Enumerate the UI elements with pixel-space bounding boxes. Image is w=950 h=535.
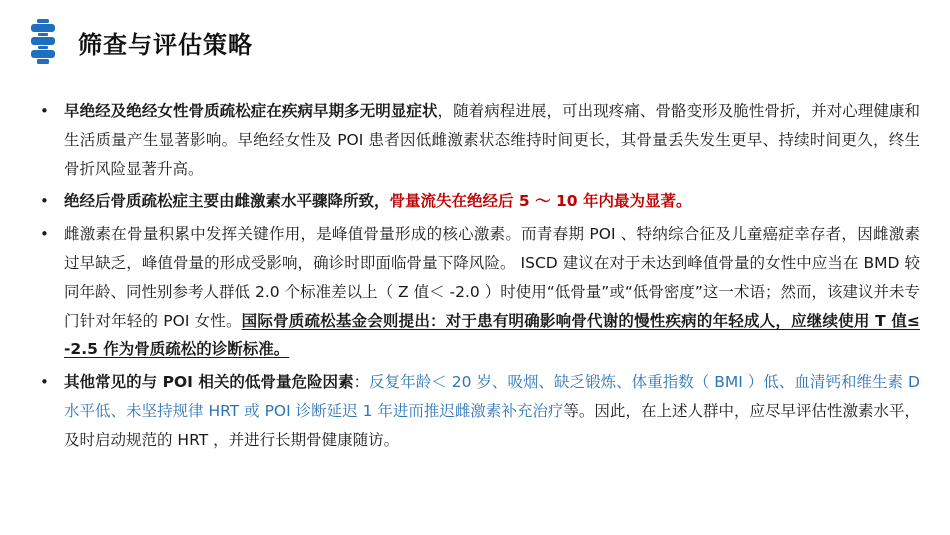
item-highlight: 早绝经及绝经女性骨质疏松症在疾病早期多无明显症状 <box>64 102 438 120</box>
list-item <box>40 187 920 216</box>
spine-icon <box>28 18 58 66</box>
list-item <box>40 97 920 183</box>
item-text: ，随着病程进展，可出现疼痛、骨骼变形及脆性骨折，并对心理健康和生活质量产生显著影响。早绝经女性及 POI 患者因低雌激素状态维持时间更长，其骨量丢失发生更早、持续时间更久，终生骨折风险显著升高。 <box>64 102 920 178</box>
item-underlined-highlight: 国际骨质疏松基金会则提出：对于患有明确影响骨代谢的慢性疾病的年轻成人，应继续使用 T 值≤ -2.5 作为骨质疏松的诊断标准。 <box>64 311 920 359</box>
item-text: 等。因此，在上述人群中，应尽早评估性激素水平，及时启动规范的 HRT ，并进行长期骨健康随访。 <box>64 401 920 449</box>
bullet-icon: • <box>40 225 49 244</box>
slide-header <box>28 14 253 70</box>
bullet-list <box>40 97 920 459</box>
item-colon: ： <box>353 373 370 392</box>
item-highlight: 绝经后骨质疏松症主要由雌激素水平骤降所致， <box>64 192 390 211</box>
item-blue-highlight: 反复年龄＜ 20 岁、吸烟、缺乏锻炼、体重指数（ BMI ）低、血清钙和维生素 D 水平低、未坚持规律 HRT 或 POI 诊断延迟 1 年进而推迟雌激素补充治疗 <box>64 373 920 420</box>
list-item <box>40 220 920 364</box>
item-text: 雌激素在骨量积累中发挥关键作用，是峰值骨量形成的核心激素。而青春期 POI 、特纳综合征及儿童癌症幸存者，因雌激素过早缺乏，峰值骨量的形成受影响，确诊时即面临骨量下降风险。 ISCD 建议在对于未达到峰值骨量的女性中应当在 BMD 较同年龄、同性别参考人群低 2.0 个标准差以上（ Z 值＜ -2.0 ）时使用“低骨量”或“低骨密度”这一术语；然而，该建议并未专门针对年轻的 POI 女性。 <box>64 225 920 330</box>
bullet-icon: • <box>40 192 49 211</box>
list-item <box>40 368 920 454</box>
item-red-highlight: 骨量流失在绝经后 5 ～ 10 年内最为显著。 <box>389 192 692 211</box>
bullet-icon: • <box>40 373 49 392</box>
bullet-icon: • <box>40 102 49 120</box>
item-highlight: 其他常见的与 POI 相关的低骨量危险因素 <box>64 373 354 392</box>
page-title: 筛查与评估策略 <box>78 30 253 59</box>
